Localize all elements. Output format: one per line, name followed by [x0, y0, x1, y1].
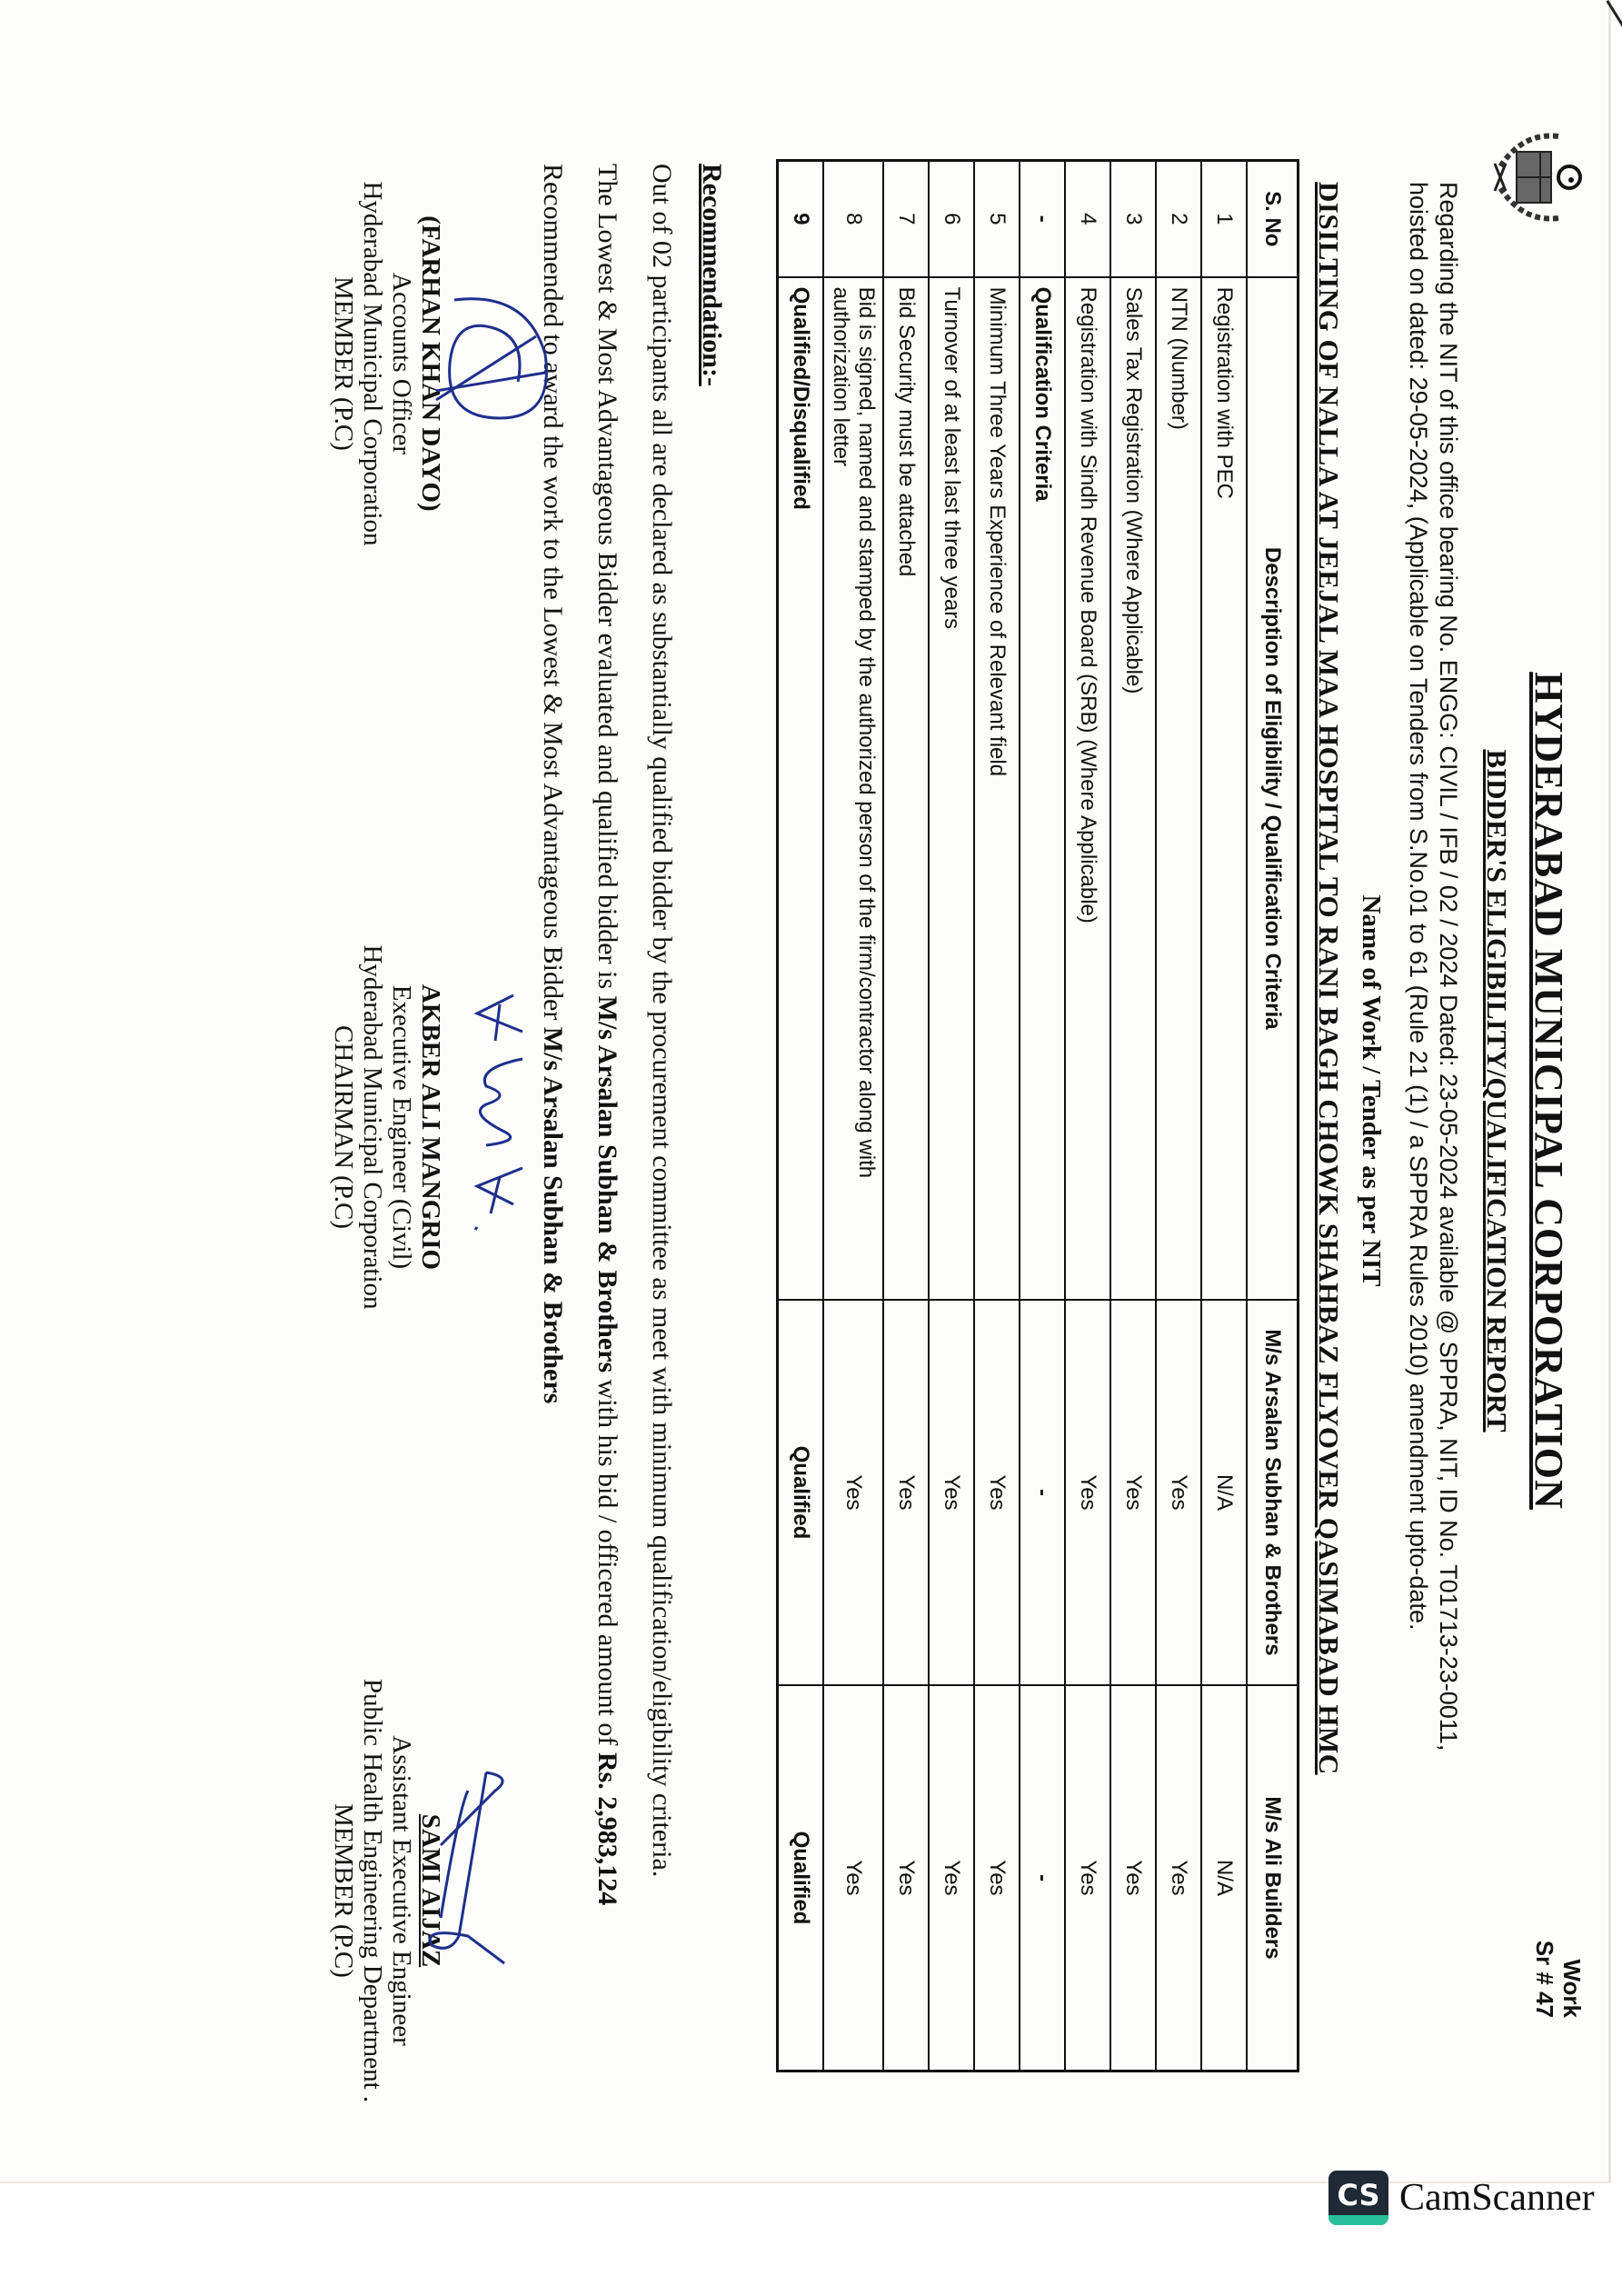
cell-sno: 5: [974, 161, 1020, 277]
header-description: Description of Eligibility / Qualification Criteria: [1247, 277, 1299, 1300]
work-name-label: Name of Work / Tender as per NIT: [1357, 894, 1386, 1287]
signatory-name: AKBER ALI MANGRIO: [416, 983, 445, 1271]
cell-bidder-2: -: [1020, 1685, 1065, 2071]
cell-bidder-2: Yes: [823, 1685, 883, 2071]
table-row: [974, 161, 1020, 2071]
signature-mark-icon: [413, 1754, 522, 1991]
cell-description: NTN (Number): [1156, 277, 1201, 1300]
cell-description: Qualification Criteria: [1020, 277, 1065, 1300]
signatory-designation: Accounts Officer: [387, 273, 416, 454]
table-row: [1156, 161, 1201, 2071]
header-bidder-2: M/s Ali Builders: [1247, 1685, 1299, 2071]
signatory-department: Hyderabad Municipal Corporation: [358, 181, 387, 546]
cell-description: Sales Tax Registration (Where Applicable): [1110, 277, 1156, 1300]
cell-bidder-1: Qualified: [778, 1300, 824, 1685]
report-title: BIDDER'S ELIGIBILITY/QUALIFICATION REPORT: [1481, 749, 1513, 1433]
cell-bidder-2: Qualified: [778, 1685, 824, 2071]
cell-bidder-1: Yes: [974, 1300, 1020, 1685]
table-body: [778, 161, 1248, 2071]
cell-bidder-2: Yes: [1110, 1685, 1156, 2071]
camscanner-label: CamScanner: [1399, 2177, 1595, 2219]
nit-reference-line-1: Regarding the NIT of this office bearing No. ENGG: CIVIL / IFB / 02 / 2024 Dated: 23-05-2024 available @ SPPRA, NIT, ID No. T01713-23-0011,: [1435, 182, 1462, 1752]
cell-description: Registration with PEC: [1201, 277, 1247, 1300]
signature-mark-icon: [459, 986, 541, 1241]
cell-sno: 4: [1065, 161, 1110, 277]
cell-bidder-2: Yes: [974, 1685, 1020, 2071]
signatory-member-phed: [329, 1654, 445, 2127]
work-label: Work: [1558, 1959, 1586, 2018]
cell-sno: 2: [1156, 161, 1201, 277]
table-row: [1110, 161, 1156, 2071]
serial-number: Sr # 47: [1531, 1940, 1558, 2018]
cell-description: Registration with Sindh Revenue Board (SRB) (Where Applicable): [1065, 277, 1110, 1300]
table-row: [778, 161, 824, 2071]
table-header-row: [1247, 161, 1299, 2071]
signatory-member-accounts: [329, 145, 445, 582]
recommendation-para-3: [537, 164, 568, 2118]
para3-bidder: M/s Arsalan Subhan & Brothers: [538, 1026, 568, 1404]
page-edge-line: [1606, 0, 1622, 75]
table-row: [1201, 161, 1247, 2071]
signatory-department: Public Health Engineering Department .: [358, 1678, 387, 2103]
cell-description: Turnover of at least last three years: [929, 277, 974, 1300]
nit-reference-line-2: hoisted on dated: 29-05-2024, (Applicable on Tenders from S.No.01 to 61 (Rule 21 (1) / a SPPRA Rules 2010) amendment upto-date.: [1405, 182, 1432, 1631]
cell-sno: 9: [778, 161, 824, 277]
table-row: [1065, 161, 1110, 2071]
signatory-department: Hyderabad Municipal Corporation: [358, 944, 387, 1310]
cell-bidder-1: N/A: [1201, 1300, 1247, 1685]
cell-bidder-1: Yes: [1065, 1300, 1110, 1685]
cell-description: Minimum Three Years Experience of Relevant field: [974, 277, 1020, 1300]
cell-bidder-2: Yes: [883, 1685, 929, 2071]
para3-prefix: Recommended to award the work to the Lowest & Most Advantageous Bidder: [538, 164, 568, 1027]
cell-description: Bid is signed, named and stamped by the authorized person of the firm/contractor along with authorization letter: [823, 277, 883, 1300]
signatory-chairman: [329, 913, 445, 1341]
para2-prefix: The Lowest & Most Advantageous Bidder evaluated and qualified bidder is: [592, 164, 622, 996]
camscanner-watermark: [1328, 2171, 1595, 2225]
signatory-name: SAMI AIJAZ: [416, 1813, 445, 1968]
cell-description: Bid Security must be attached: [883, 277, 929, 1300]
cell-sno: 8: [823, 161, 883, 277]
para2-bidder: M/s Arsalan Subhan & Brothers: [592, 995, 622, 1373]
cell-bidder-2: N/A: [1201, 1685, 1247, 2071]
signatory-designation: Executive Engineer (Civil): [387, 984, 416, 1270]
cell-bidder-2: Yes: [929, 1685, 974, 2071]
table-row: [1020, 161, 1065, 2071]
cell-sno: -: [1020, 161, 1065, 277]
header-sno: S. No: [1247, 161, 1299, 277]
cell-sno: 3: [1110, 161, 1156, 277]
signatory-name: (FARHAN KHAN DAYO): [416, 215, 445, 512]
table-row: [823, 161, 883, 2071]
para2-mid: with his bid / officered amount of: [592, 1373, 622, 1752]
signatory-designation: Assistant Executive Engineer: [387, 1735, 416, 2046]
work-name: DISILTING OF NALLA AT JEEJAL MAA HOSPITAL TO RANI BAGH CHOWK SHAHBAZ FLYOVER QASIMABAD HMC: [1313, 182, 1345, 1775]
cell-bidder-2: Yes: [1065, 1685, 1110, 2071]
cell-bidder-1: Yes: [823, 1300, 883, 1685]
signatory-role: MEMBER (P.C): [329, 276, 358, 451]
eligibility-table: [776, 159, 1299, 2072]
header-bidder-1: M/s Arsalan Subhan & Brothers: [1247, 1300, 1299, 1685]
organization-title: HYDERABAD MUNICIPAL CORPORATION: [1527, 672, 1571, 1510]
cell-bidder-1: Yes: [1110, 1300, 1156, 1685]
camscanner-logo-icon: CS: [1328, 2171, 1388, 2225]
cell-sno: 1: [1201, 161, 1247, 277]
recommendation-para-2: [592, 164, 622, 2118]
table-row: [929, 161, 974, 2071]
signatory-role: MEMBER (P.C): [329, 1803, 358, 1978]
cell-bidder-1: Yes: [883, 1300, 929, 1685]
recommendation-para-1: Out of 02 participants all are declared as substantially qualified bidder by the procurement committee as meet with minimum qualification/eligibility criteria.: [647, 164, 677, 1878]
bid-amount: Rs. 2,983,124: [592, 1752, 622, 1906]
cell-sno: 7: [883, 161, 929, 277]
recommendation-title: Recommendation:-: [697, 164, 727, 386]
cell-description: Qualified/Disqualified: [778, 277, 824, 1300]
nit-reference: [1403, 182, 1463, 2054]
cell-bidder-2: Yes: [1156, 1685, 1201, 2071]
cell-bidder-1: -: [1020, 1300, 1065, 1685]
cell-bidder-1: Yes: [1156, 1300, 1201, 1685]
table-row: [883, 161, 929, 2071]
signatory-role: CHAIRMAN (P.C): [329, 1025, 358, 1229]
signature-mark-icon: [427, 282, 563, 436]
cell-bidder-1: Yes: [929, 1300, 974, 1685]
cell-sno: 6: [929, 161, 974, 277]
